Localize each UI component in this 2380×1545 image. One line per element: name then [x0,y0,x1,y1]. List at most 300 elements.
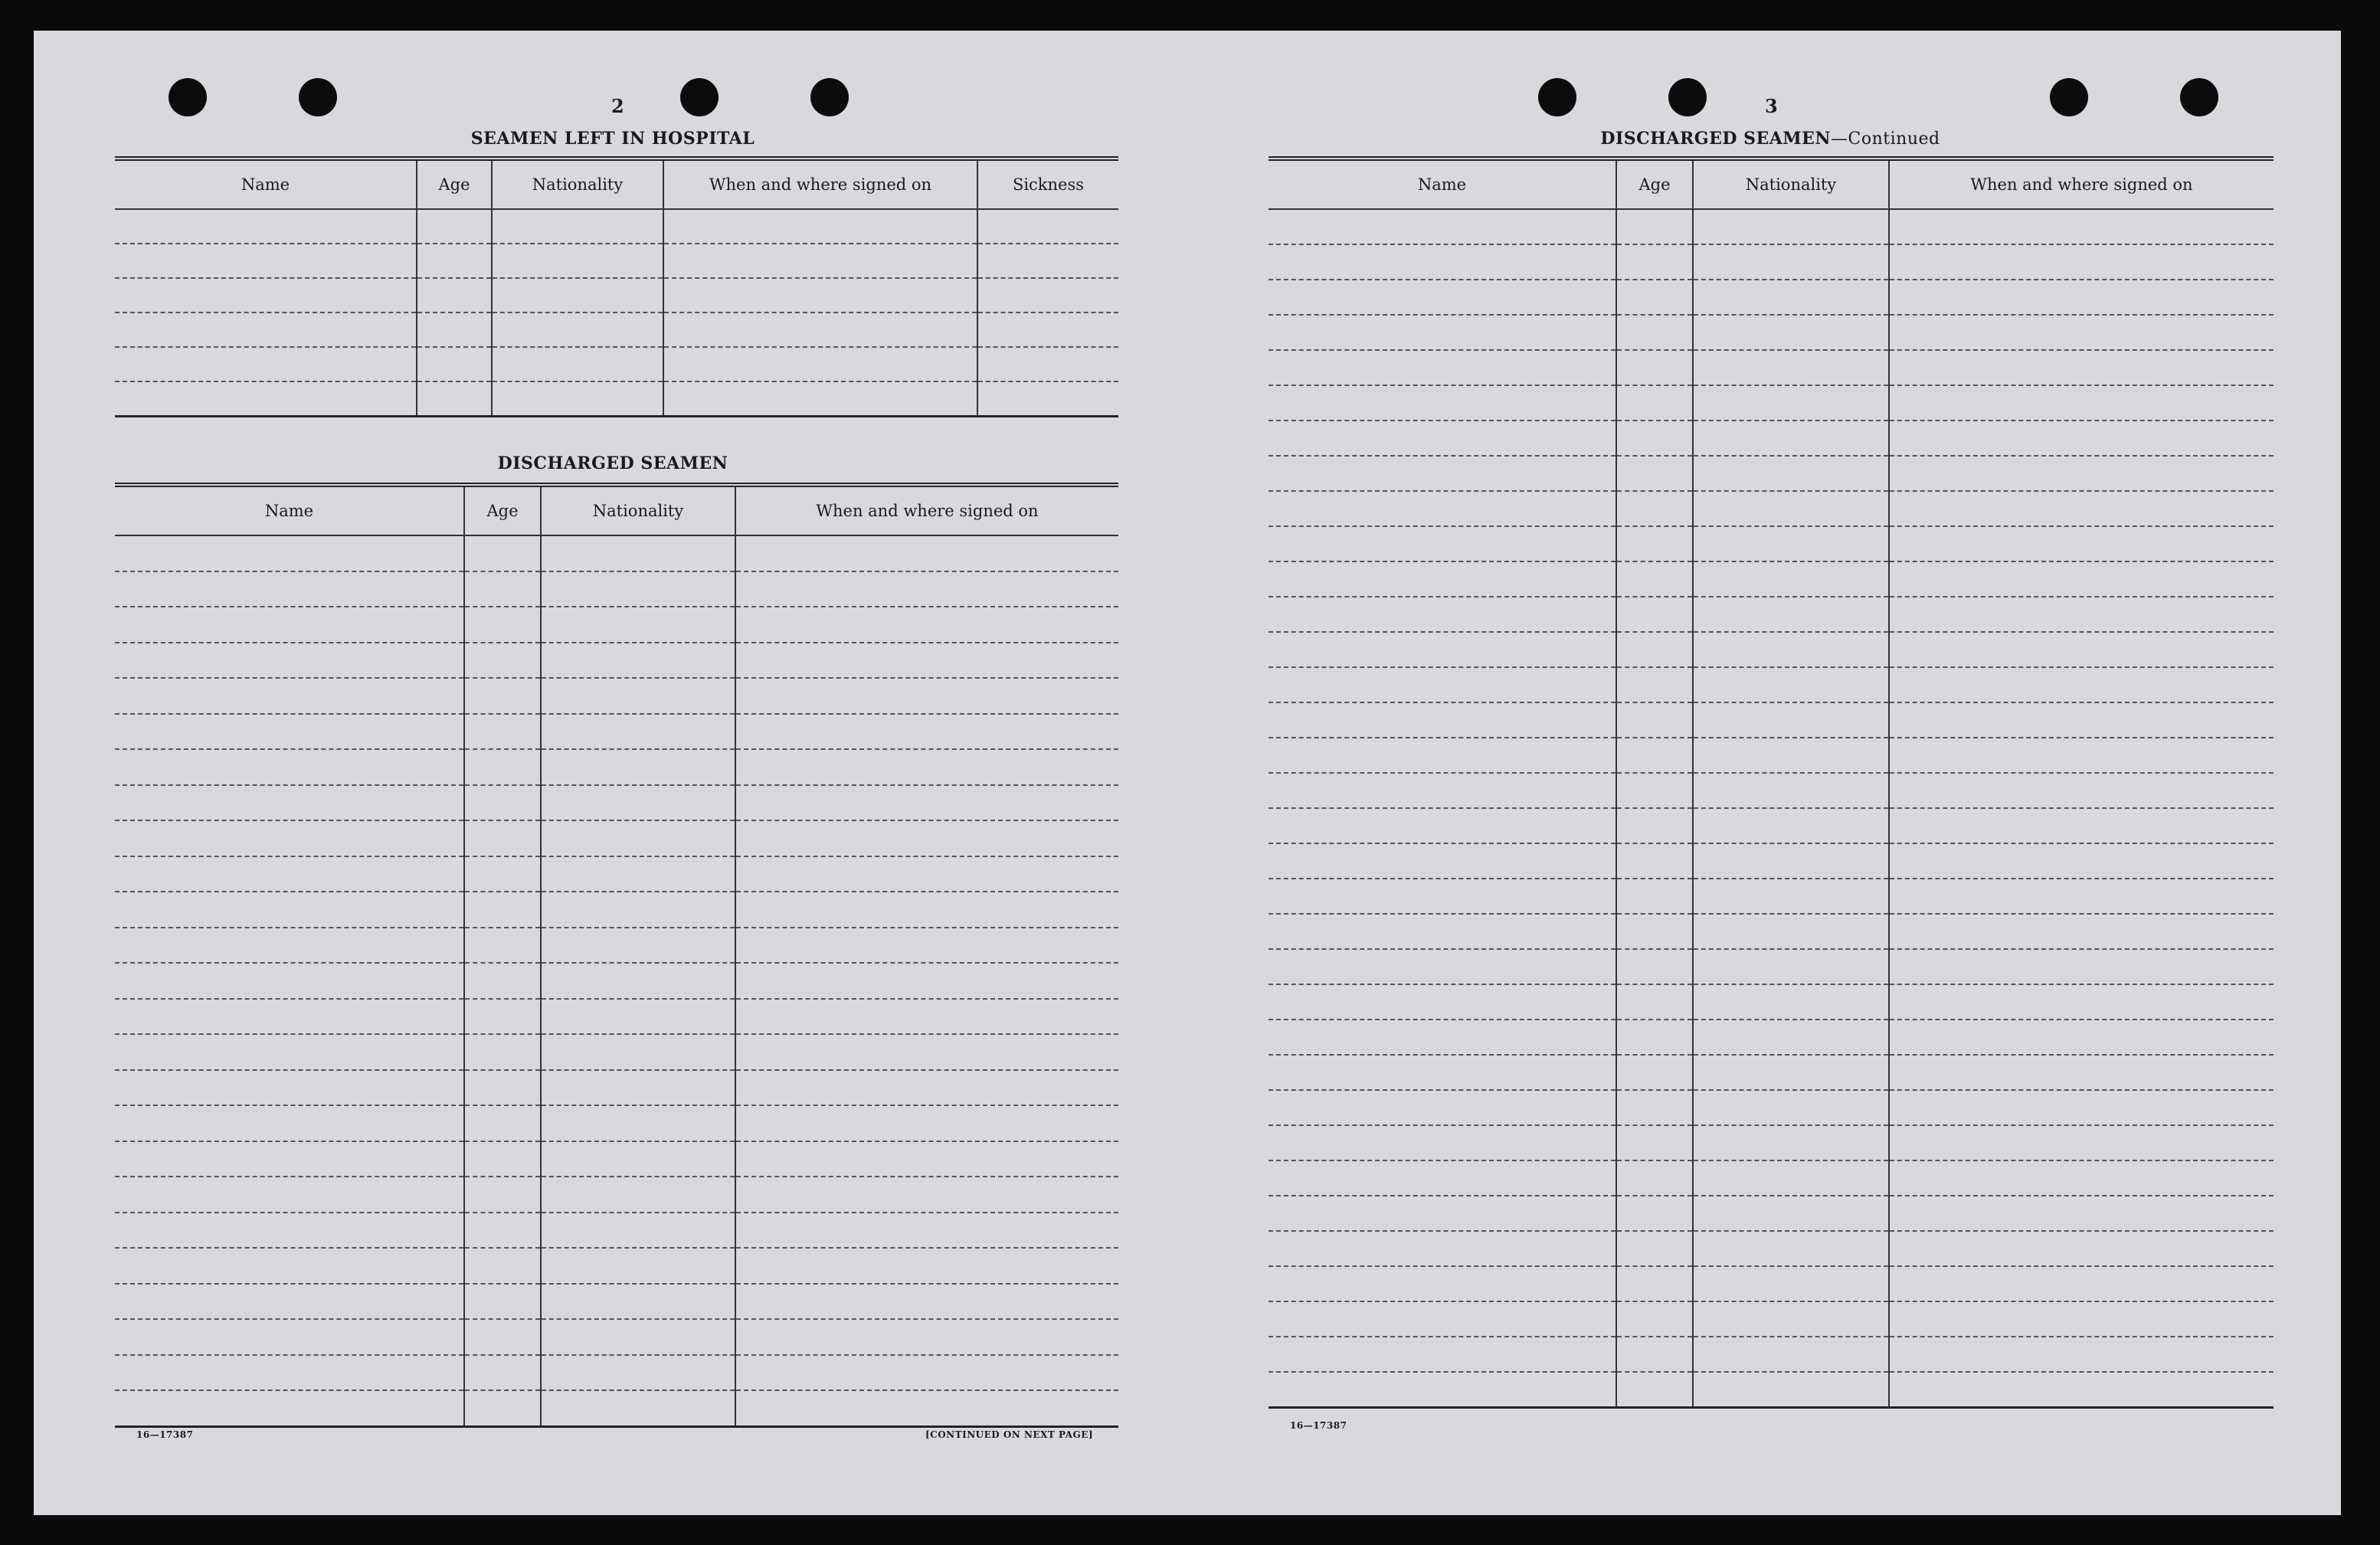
table-cell [735,714,1118,750]
table-row [115,381,1118,417]
table-row [115,820,1118,856]
table-row [1269,385,2274,421]
table-row [115,678,1118,714]
table-cell [464,607,541,643]
table-cell [1693,315,1889,350]
table-cell [115,714,464,750]
table-cell [464,785,541,821]
table-row [1269,1196,2274,1231]
table-cell [464,1248,541,1284]
table-cell [735,785,1118,821]
table-cell [1889,773,2274,808]
column-header-nationality: Nationality [1693,159,1889,209]
table-cell [115,820,464,856]
table-row [1269,702,2274,738]
table-cell [1269,244,1616,280]
table-cell [115,244,417,278]
table-cell [1889,561,2274,597]
table-row [1269,597,2274,632]
table-row [1269,738,2274,773]
table-cell [115,313,417,347]
table-cell [1616,526,1693,561]
table-row [115,1034,1118,1070]
table-row [115,347,1118,381]
column-header-name: Name [115,485,464,535]
table-row [1269,456,2274,491]
table-cell [1693,1301,1889,1337]
table-cell [735,820,1118,856]
table-cell [1269,456,1616,491]
punch-hole [1538,78,1576,116]
table-cell [735,749,1118,785]
table-cell [1269,315,1616,350]
discharged-table-body [115,535,1118,1426]
table-row [115,1177,1118,1213]
table-cell [1616,280,1693,315]
table-row [1269,244,2274,280]
table-row [1269,280,2274,315]
table-cell [1693,1125,1889,1160]
punch-hole [1668,78,1707,116]
table-cell [464,643,541,679]
table-cell [1693,1372,1889,1408]
table-row [1269,879,2274,914]
table-row [115,1141,1118,1177]
table-cell [735,892,1118,928]
punch-hole [680,78,719,116]
table-cell [735,1141,1118,1177]
table-row [1269,1301,2274,1337]
table-cell [464,678,541,714]
table-cell [1889,808,2274,843]
table-row [1269,491,2274,526]
table-row [115,1284,1118,1320]
table-row [115,313,1118,347]
table-cell [541,1141,735,1177]
table-cell [1693,1055,1889,1090]
table-cell [1693,456,1889,491]
table-cell [464,714,541,750]
table-cell [1269,1160,1616,1196]
table-cell [1616,421,1693,456]
table-cell [1693,1337,1889,1372]
table-cell [115,749,464,785]
table-cell [1889,949,2274,984]
table-cell [1269,1055,1616,1090]
table-cell [115,892,464,928]
table-cell [115,1213,464,1249]
table-row [1269,1337,2274,1372]
table-cell [464,999,541,1035]
table-cell [1889,1301,2274,1337]
table-cell [735,1390,1118,1426]
table-cell [1616,1231,1693,1266]
table-cell [1693,1196,1889,1231]
table-cell [541,1177,735,1213]
table-cell [1693,773,1889,808]
table-cell [1269,1196,1616,1231]
table-cell [464,1034,541,1070]
table-cell [115,1177,464,1213]
table-cell [977,347,1118,381]
table-cell [1269,1372,1616,1408]
table-cell [1693,914,1889,949]
column-header-age: Age [417,159,492,209]
table-cell [1889,667,2274,702]
table-cell [1269,385,1616,421]
table-row [1269,667,2274,702]
table-cell [492,278,663,313]
table-cell [115,535,464,571]
table-cell [1889,1090,2274,1125]
discharged-section-title: DISCHARGED SEAMEN [497,453,728,473]
table-cell [1693,843,1889,879]
table-cell [1269,667,1616,702]
table-cell [1693,561,1889,597]
table-cell [1269,879,1616,914]
table-row [115,1390,1118,1426]
table-cell [977,209,1118,244]
table-cell [1269,1301,1616,1337]
table-cell [115,1319,464,1355]
table-cell [541,678,735,714]
table-cell [1269,1337,1616,1372]
table-cell [115,1355,464,1391]
table-row [1269,1125,2274,1160]
table-cell [1889,738,2274,773]
discharged-table [115,483,1118,1428]
discharged-continued-title-main: DISCHARGED SEAMEN [1600,129,1832,149]
table-cell [541,1213,735,1249]
table-cell [115,678,464,714]
right-form-number: 16—17387 [1290,1420,1347,1431]
table-row [115,278,1118,313]
table-cell [1889,1337,2274,1372]
table-cell [1889,879,2274,914]
table-cell [115,963,464,999]
table-row [1269,632,2274,667]
table-cell [115,1034,464,1070]
table-cell [1616,315,1693,350]
table-cell [1889,491,2274,526]
table-row [1269,1020,2274,1055]
table-cell [1693,738,1889,773]
table-row [115,999,1118,1035]
hospital-section-title: SEAMEN LEFT IN HOSPITAL [470,129,755,149]
table-row [115,209,1118,244]
table-cell [1693,702,1889,738]
table-cell [541,1284,735,1320]
table-cell [1269,280,1616,315]
table-cell [1269,561,1616,597]
table-cell [1889,702,2274,738]
table-cell [1616,597,1693,632]
continued-note: [CONTINUED ON NEXT PAGE] [925,1429,1094,1440]
table-cell [541,571,735,607]
table-cell [115,607,464,643]
table-cell [663,278,977,313]
table-cell [1889,1372,2274,1408]
table-cell [1889,597,2274,632]
table-cell [977,381,1118,417]
table-cell [115,278,417,313]
left-page-number: 2 [611,95,624,117]
table-row [115,1319,1118,1355]
table-cell [464,928,541,964]
table-cell [1693,350,1889,385]
table-row [115,749,1118,785]
table-cell [464,1070,541,1106]
table-cell [1616,1337,1693,1372]
table-cell [115,1248,464,1284]
column-header-age: Age [464,485,541,535]
table-cell [1269,209,1616,244]
table-cell [1616,808,1693,843]
table-cell [1269,1125,1616,1160]
table-row [115,928,1118,964]
table-cell [1693,1231,1889,1266]
table-cell [1616,632,1693,667]
table-cell [1693,879,1889,914]
table-cell [1693,984,1889,1020]
table-cell [115,1070,464,1106]
table-cell [1616,491,1693,526]
table-cell [1269,526,1616,561]
table-row [115,892,1118,928]
table-cell [1889,1125,2274,1160]
table-cell [977,313,1118,347]
table-cell [492,244,663,278]
table-cell [1889,1196,2274,1231]
table-cell [1889,914,2274,949]
table-cell [115,1141,464,1177]
table-row [1269,1231,2274,1266]
table-row [1269,209,2274,244]
discharged-continued-table [1269,156,2274,1409]
table-cell [115,571,464,607]
table-row [115,643,1118,679]
table-cell [541,749,735,785]
table-cell [1616,1196,1693,1231]
table-row [115,714,1118,750]
table-cell [663,244,977,278]
table-cell [663,381,977,417]
table-row [115,607,1118,643]
table-cell [464,1319,541,1355]
table-cell [1616,949,1693,984]
table-cell [464,571,541,607]
table-cell [541,928,735,964]
table-cell [492,313,663,347]
table-cell [1889,350,2274,385]
table-cell [1269,773,1616,808]
table-cell [1693,1090,1889,1125]
table-cell [1269,738,1616,773]
table-cell [1616,914,1693,949]
table-cell [115,381,417,417]
table-cell [735,1070,1118,1106]
table-cell [1889,632,2274,667]
column-header-nationality: Nationality [492,159,663,209]
table-cell [1616,385,1693,421]
table-cell [1889,1266,2274,1301]
table-cell [1269,350,1616,385]
column-header-age: Age [1616,159,1693,209]
hospital-table-body [115,209,1118,417]
table-cell [541,820,735,856]
table-cell [1269,491,1616,526]
table-cell [1269,984,1616,1020]
table-cell [1616,702,1693,738]
table-cell [464,1177,541,1213]
table-cell [735,963,1118,999]
table-cell [735,928,1118,964]
punch-hole [810,78,849,116]
table-row [1269,843,2274,879]
table-cell [1269,1090,1616,1125]
table-row [1269,1090,2274,1125]
table-cell [1616,1372,1693,1408]
table-row [115,535,1118,571]
table-cell [1693,209,1889,244]
table-cell [1269,1020,1616,1055]
table-cell [1616,984,1693,1020]
punch-hole [299,78,337,116]
table-row [1269,773,2274,808]
table-cell [663,313,977,347]
table-cell [541,1390,735,1426]
table-cell [1616,1125,1693,1160]
table-cell [735,1355,1118,1391]
table-cell [1889,984,2274,1020]
table-cell [115,347,417,381]
left-form-number: 16—17387 [136,1429,194,1440]
table-cell [115,209,417,244]
table-cell [1693,280,1889,315]
column-header-signed-on: When and where signed on [735,485,1118,535]
table-cell [1616,350,1693,385]
table-row [115,1355,1118,1391]
table-cell [1616,561,1693,597]
table-row [1269,350,2274,385]
table-cell [1889,385,2274,421]
table-cell [1693,385,1889,421]
table-cell [1889,421,2274,456]
table-cell [977,244,1118,278]
table-cell [492,347,663,381]
table-cell [417,381,492,417]
table-cell [1693,949,1889,984]
table-cell [735,856,1118,892]
table-cell [464,1105,541,1141]
table-cell [1269,597,1616,632]
table-cell [1889,315,2274,350]
table-cell [735,1105,1118,1141]
table-cell [464,963,541,999]
discharged-continued-table-body [1269,209,2274,1408]
table-cell [464,1390,541,1426]
table-cell [1269,843,1616,879]
table-cell [1693,526,1889,561]
table-row [1269,1055,2274,1090]
table-row [115,856,1118,892]
table-cell [1693,1020,1889,1055]
table-row [115,244,1118,278]
table-cell [541,1105,735,1141]
table-cell [1889,1160,2274,1196]
table-cell [417,347,492,381]
table-cell [464,1355,541,1391]
table-cell [1693,244,1889,280]
table-cell [1693,421,1889,456]
table-cell [735,1284,1118,1320]
table-cell [1889,526,2274,561]
table-cell [541,714,735,750]
table-cell [1616,1160,1693,1196]
column-header-signed-on: When and where signed on [1889,159,2274,209]
column-header-signed-on: When and where signed on [663,159,977,209]
table-cell [464,749,541,785]
table-cell [1693,667,1889,702]
table-cell [1693,1266,1889,1301]
table-cell [735,643,1118,679]
table-cell [1269,949,1616,984]
table-cell [735,999,1118,1035]
table-cell [1693,808,1889,843]
table-cell [115,1105,464,1141]
table-cell [1616,1020,1693,1055]
table-cell [541,856,735,892]
table-cell [1889,1231,2274,1266]
table-cell [115,1390,464,1426]
table-cell [1269,808,1616,843]
table-row [1269,984,2274,1020]
table-cell [735,607,1118,643]
table-cell [417,244,492,278]
table-cell [464,1141,541,1177]
table-row [1269,526,2274,561]
table-cell [735,571,1118,607]
table-cell [663,209,977,244]
table-cell [1889,209,2274,244]
table-cell [541,1070,735,1106]
table-cell [115,1284,464,1320]
column-header-name: Name [1269,159,1616,209]
table-cell [735,1213,1118,1249]
table-cell [1269,702,1616,738]
table-cell [1889,843,2274,879]
table-cell [464,1213,541,1249]
table-cell [1616,843,1693,879]
table-cell [735,1319,1118,1355]
table-row [1269,808,2274,843]
table-row [115,963,1118,999]
table-cell [464,535,541,571]
table-cell [417,313,492,347]
discharged-continued-title-suffix: —Continued [1831,129,1940,149]
table-cell [1616,1055,1693,1090]
table-cell [1269,632,1616,667]
table-row [1269,315,2274,350]
table-cell [1889,456,2274,491]
table-row [1269,1266,2274,1301]
table-cell [541,1034,735,1070]
table-cell [1616,738,1693,773]
table-cell [1616,773,1693,808]
hospital-table [115,156,1118,417]
table-cell [1616,1301,1693,1337]
table-cell [1616,209,1693,244]
